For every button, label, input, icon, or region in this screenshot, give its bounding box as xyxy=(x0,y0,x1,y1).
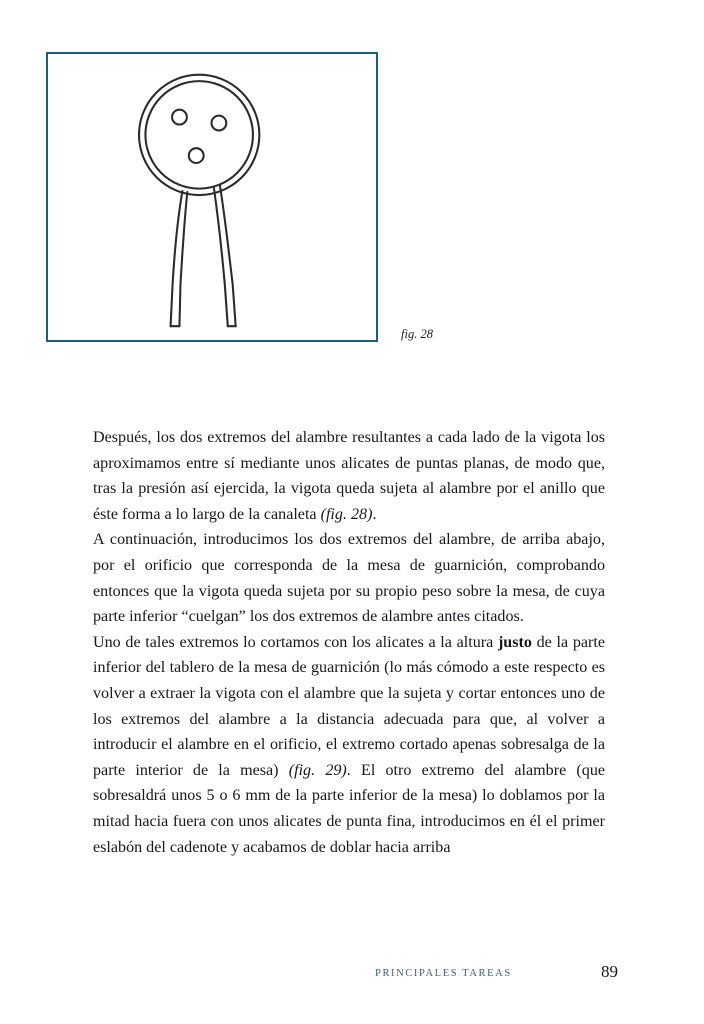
figure-block xyxy=(46,52,433,350)
paragraph-3: Uno de tales extremos lo cortamos con los alicates a la altura justo de la parte inferior del tablero de la mesa de guarnición (lo más cómodo a este respecto es volver a extraer la vigota con el alambre que la sujeta y cortar entonces uno de los extremos del alambre a la distancia adecuada para que, al volver a introducir el alambre en el orificio, el extremo cortado apenas sobresalga de la parte interior de la mesa) (fig. 29). El otro extremo del alambre (que sobresaldrá unos 5 o 6 mm de la parte inferior de la mesa) lo doblamos por la mitad hacia fuera con unos alicates de punta fina, introducimos en él el primer eslabón del cadenote y acabamos de doblar hacia arriba xyxy=(93,633,606,856)
paragraph-2: A continuación, introducimos los dos extremos del alambre, de arriba abajo, por el orificio que corresponda de la mesa de guarnición, comprobando entonces que la vigota queda sujeta por su propio peso sobre la mesa, de cuya parte inferior “cuelgan” los dos extremos de alambre antes citados. xyxy=(93,531,605,626)
figure-frame xyxy=(46,52,378,342)
paragraph-1: Después, los dos extremos del alambre resultantes a cada lado de la vigota los aproximamos entre sí mediante unos alicates de puntas planas, de modo que, tras la presión así ejercida, la vigota queda sujeta al alambre por el anillo que éste forma a lo largo de la canaleta (fig. 28). xyxy=(93,429,605,523)
figure-caption: fig. 28 xyxy=(401,327,433,341)
deadeye-illustration xyxy=(48,54,376,340)
page-footer xyxy=(0,962,704,992)
page-number: 89 xyxy=(601,962,618,981)
footer-section-label: PRINCIPALES TAREAS xyxy=(375,968,512,979)
body-text xyxy=(93,425,605,860)
